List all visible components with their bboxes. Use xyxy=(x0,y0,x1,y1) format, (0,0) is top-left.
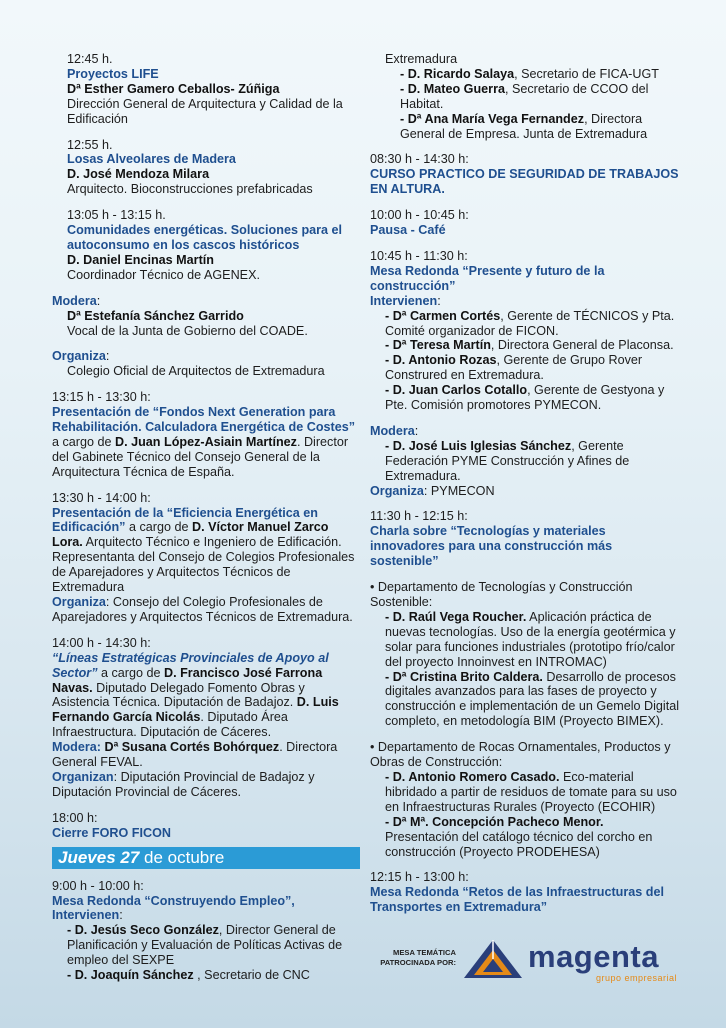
moderator-label: Modera xyxy=(370,423,415,438)
speaker-desc: Coordinador Técnico de AGENEX. xyxy=(67,267,260,282)
connector-text: a cargo de xyxy=(125,520,192,535)
session-time: 14:00 h - 14:30 h: xyxy=(52,635,151,650)
session-title: Mesa Redonda “Retos de las Infraestructuras del Transportes en Extremadura” xyxy=(370,885,664,915)
sponsor-block xyxy=(366,938,696,984)
participant-name: - D. Ricardo Salaya xyxy=(400,66,515,81)
session-title: Comunidades energéticas. Soluciones para el autoconsumo en los cascos históricos xyxy=(67,223,343,252)
session-curso xyxy=(370,152,680,197)
speaker-desc: Diputado Delegado Fomento Obras y Asistencia Técnica. Diputación de Badajoz. xyxy=(52,680,305,710)
session-title: Proyectos LIFE xyxy=(67,66,159,81)
speaker-desc: . Diputado Área Infraestructura. Diputación de Cáceres. xyxy=(52,710,288,740)
participant-desc: Presentación del catálogo técnico del corcho en construcción (Proyecto PRODEHESA) xyxy=(385,829,653,859)
speaker-desc: Arquitecto. Bioconstrucciones prefabricadas xyxy=(67,182,313,197)
session-title: Pausa - Café xyxy=(370,223,446,238)
participants-label: Intervienen xyxy=(52,908,120,923)
speaker-name: Dª Esther Gamero Ceballos- Zúñiga xyxy=(67,81,280,96)
organizer-label: Organizan xyxy=(52,769,114,784)
session-title: CURSO PRACTICO DE SEGURIDAD DE TRABAJOS EN ALTURA. xyxy=(370,167,679,197)
sponsor-tagline: grupo empresarial xyxy=(596,973,678,983)
session-title: Presentación de la “Eficiencia Energética en Edificación” xyxy=(52,505,318,535)
speaker-name: D. Luis Fernando García Nicolás xyxy=(52,695,339,725)
participant-desc: Extremadura xyxy=(385,52,458,66)
moderator-name: Dª Estefanía Sánchez Garrido xyxy=(67,308,244,323)
session-title: Presentación de “Fondos Next Generation para Rehabilitación. Calculadora Energética de Costes” xyxy=(52,405,356,435)
session-comunidades xyxy=(52,208,362,283)
session-time: 12:15 h - 13:00 h: xyxy=(370,870,469,885)
participant-name: - D. Joaquín Sánchez xyxy=(67,968,194,983)
participant-name: - D. Juan Carlos Cotallo xyxy=(385,383,528,398)
session-title: Charla sobre “Tecnologías y materiales innovadores para una construcción más sostenible” xyxy=(370,524,613,569)
moderator-name: Dª Susana Cortés Bohórquez xyxy=(104,740,280,755)
session-time: 12:45 h. xyxy=(67,52,113,66)
participant-name: - D. Antonio Rozas xyxy=(385,353,497,368)
speaker-desc: Dirección General de Arquitectura y Calidad de la Edificación xyxy=(67,96,343,126)
session-title: Mesa Redonda “Presente y futuro de la construcción” xyxy=(370,263,605,293)
participant-name: - Dª Teresa Martín xyxy=(385,338,491,353)
speaker-name: D. Daniel Encinas Martín xyxy=(67,252,214,267)
session-title: Losas Alveolares de Madera xyxy=(67,152,236,167)
session-fondos xyxy=(52,390,362,479)
dept-rocas xyxy=(370,740,680,859)
department-title: • Departamento de Tecnologías y Construcción Sostenible: xyxy=(370,580,633,609)
participant-desc: , Gerente de TÉCNICOS y Pta. Comité organizador de FICON. xyxy=(385,308,675,338)
left-column xyxy=(52,52,362,994)
day-header-bold: Jueves 27 xyxy=(58,847,140,867)
moderator-label: Modera: xyxy=(52,740,101,755)
participant-name: - Dª Carmen Cortés xyxy=(385,308,501,323)
day-header xyxy=(52,847,360,869)
session-time: 12:55 h. xyxy=(67,137,113,152)
session-time: 13:05 h - 13:15 h. xyxy=(67,208,166,223)
session-empleo: 9:00 h - 10:00 h: Mesa Redonda “Construyendo Empleo”, Intervienen: - D. Jesús Seco González, Director General de Planificación y Evaluación de Políticas Activas de empleo del SEXPE - D. Joaquín Sánchez , Secretario de CNC xyxy=(52,879,362,983)
moderator-name: - D. José Luis Iglesias Sánchez xyxy=(385,438,572,453)
session-time: 10:45 h - 11:30 h: xyxy=(370,248,468,263)
moderator-block: Modera: Dª Estefanía Sánchez Garrido Vocal de la Junta de Gobierno del COADE. xyxy=(52,294,362,339)
session-charla xyxy=(370,509,680,569)
connector-text: a cargo de xyxy=(52,434,116,449)
session-time: 9:00 h - 10:00 h: xyxy=(52,878,144,893)
session-eficiencia xyxy=(52,491,362,625)
session-title: Mesa Redonda “Construyendo Empleo”, xyxy=(52,893,295,908)
day-header-rest: de octubre xyxy=(139,847,225,867)
connector-text: a cargo de xyxy=(97,665,165,680)
participant-desc: Eco-material hibridado a partir de residuos de tomate para su uso en Infraestructuras Rurales (Proyecto (ECOHIR) xyxy=(385,769,677,814)
participant-desc: , Secretario de CNC xyxy=(193,968,310,983)
session-lineas xyxy=(52,636,362,800)
participants-label: Intervienen xyxy=(370,293,438,308)
speaker-name: D. Víctor Manuel Zarco Lora. xyxy=(52,520,329,550)
participant-name: - Dª Ana María Vega Fernandez xyxy=(400,111,585,126)
right-column xyxy=(370,52,680,926)
organizer-desc: : Diputación Provincial de Badajoz y Diputación Provincial de Cáceres. xyxy=(52,769,315,799)
session-time: 08:30 h - 14:30 h: xyxy=(370,152,469,167)
session-time: 11:30 h - 12:15 h: xyxy=(370,509,468,524)
sponsor-label xyxy=(366,948,456,968)
participant-desc: , Directora General de Placonsa. xyxy=(490,338,674,353)
organizer-desc: : PYMECON xyxy=(423,483,495,498)
session-pausa xyxy=(370,208,680,238)
magenta-logo-icon xyxy=(462,938,524,980)
session-retos xyxy=(370,870,680,915)
session-presente: 10:45 h - 11:30 h: Mesa Redonda “Presente y futuro de la construcción” Intervienen: - Dª Carmen Cortés, Gerente de TÉCNICOS y Pta. Comité organizador de FICON. - Dª Teresa Martín, Directora General de Placonsa. - D. Antonio Rozas, Gerente de Grupo Rover Construred en Extremadura. - D. Juan Carlos Cotallo, Gerente de Gestyona y Pte. Comisión promotores PYMECON. xyxy=(370,249,680,413)
organizer-block: Organiza: Colegio Oficial de Arquitectos de Extremadura xyxy=(52,349,362,379)
session-empleo-cont xyxy=(370,52,680,141)
session-losas xyxy=(52,138,362,198)
speaker-name: D. Juan López-Asiain Martínez xyxy=(115,434,297,449)
session-cierre xyxy=(52,811,362,841)
speaker-desc: . Director del Gabinete Técnico del Consejo General de la Arquitectura Técnica de España. xyxy=(52,434,349,479)
participant-name: - D. Raúl Vega Roucher. xyxy=(385,609,527,624)
dept-tecnologias xyxy=(370,580,680,729)
session-title: Cierre FORO FICON xyxy=(52,825,171,840)
participant-name: - D. Mateo Guerra xyxy=(400,81,505,96)
moderator-label: Modera xyxy=(52,293,97,308)
sponsor-label-line1: MESA TEMÁTICA xyxy=(393,948,456,957)
participant-desc: , Director General de Planificación y Evaluación de Políticas Activas de empleo del SEXPE xyxy=(67,923,343,968)
participant-name: - D. Antonio Romero Casado. xyxy=(385,769,560,784)
speaker-name: D. José Mendoza Milara xyxy=(67,167,210,182)
organizer-label: Organiza xyxy=(52,349,106,364)
session-time: 10:00 h - 10:45 h: xyxy=(370,208,469,223)
participant-desc: , Secretario de CCOO del Habitat. xyxy=(400,81,649,111)
session-time: 13:30 h - 14:00 h: xyxy=(52,490,151,505)
sponsor-name: magenta xyxy=(528,939,659,974)
session-time: 13:15 h - 13:30 h: xyxy=(52,390,151,405)
moderator-desc: Vocal de la Junta de Gobierno del COADE. xyxy=(67,323,308,338)
organizer-label: Organiza xyxy=(370,483,424,498)
speaker-name: D. Francisco José Farrona Navas. xyxy=(52,665,323,695)
participant-desc: Desarrollo de procesos digitales avanzados para las fases de proyecto y construcción e implementación de un Gemelo Digital completo, en metodología BIM (Proyecto BIMEX). xyxy=(385,669,680,729)
participant-desc: , Directora General de Empresa. Junta de Extremadura xyxy=(400,111,648,141)
moderator-block: Modera: - D. José Luis Iglesias Sánchez, Gerente Federación PYME Construcción y Afines de Extremadura. Organiza: PYMECON xyxy=(370,423,630,498)
session-title: “Líneas Estratégicas Provinciales de Apoyo al Sector” xyxy=(52,650,329,680)
organizer-desc: : Consejo del Colegio Profesionales de Aparejadores y Arquitectos Técnicos de Extremadura. xyxy=(52,595,353,624)
participant-desc: , Gerente de Grupo Rover Construred en Extremadura. xyxy=(385,353,643,383)
sponsor-label-line2: PATROCINADA POR: xyxy=(380,958,456,967)
department-title: • Departamento de Rocas Ornamentales, Productos y Obras de Construcción: xyxy=(370,740,671,770)
moderator-desc: . Directora General FEVAL. xyxy=(52,740,338,770)
organizer-desc: Colegio Oficial de Arquitectos de Extremadura xyxy=(67,364,325,379)
moderator-desc: , Gerente Federación PYME Construcción y Afines de Extremadura. xyxy=(385,438,630,483)
participant-desc: , Secretario de FICA-UGT xyxy=(514,66,659,81)
participant-name: - Dª Cristina Brito Caldera. xyxy=(385,669,543,684)
participant-desc: Aplicación práctica de nuevas tecnologías. Uso de la energía geotérmica y solar para funciones industriales (prototipo frío/calor del proyecto Innoinvest en INTROMAC) xyxy=(385,609,676,669)
participant-desc: , Gerente de Gestyona y Pte. Comisión promotores PYMECON. xyxy=(385,383,665,413)
organizer-label: Organiza xyxy=(52,595,106,609)
session-proyectos-life xyxy=(52,52,362,127)
speaker-desc: Arquitecto Técnico e Ingeniero de Edificación. Representanta del Consejo de Colegios Profesionales de Aparejadores y Arquitectos Técnicos de Extremadura xyxy=(52,535,355,595)
participant-name: - Dª Mª. Concepción Pacheco Menor. xyxy=(385,814,604,829)
session-time: 18:00 h: xyxy=(52,810,98,825)
participant-name: - D. Jesús Seco González xyxy=(67,923,219,938)
